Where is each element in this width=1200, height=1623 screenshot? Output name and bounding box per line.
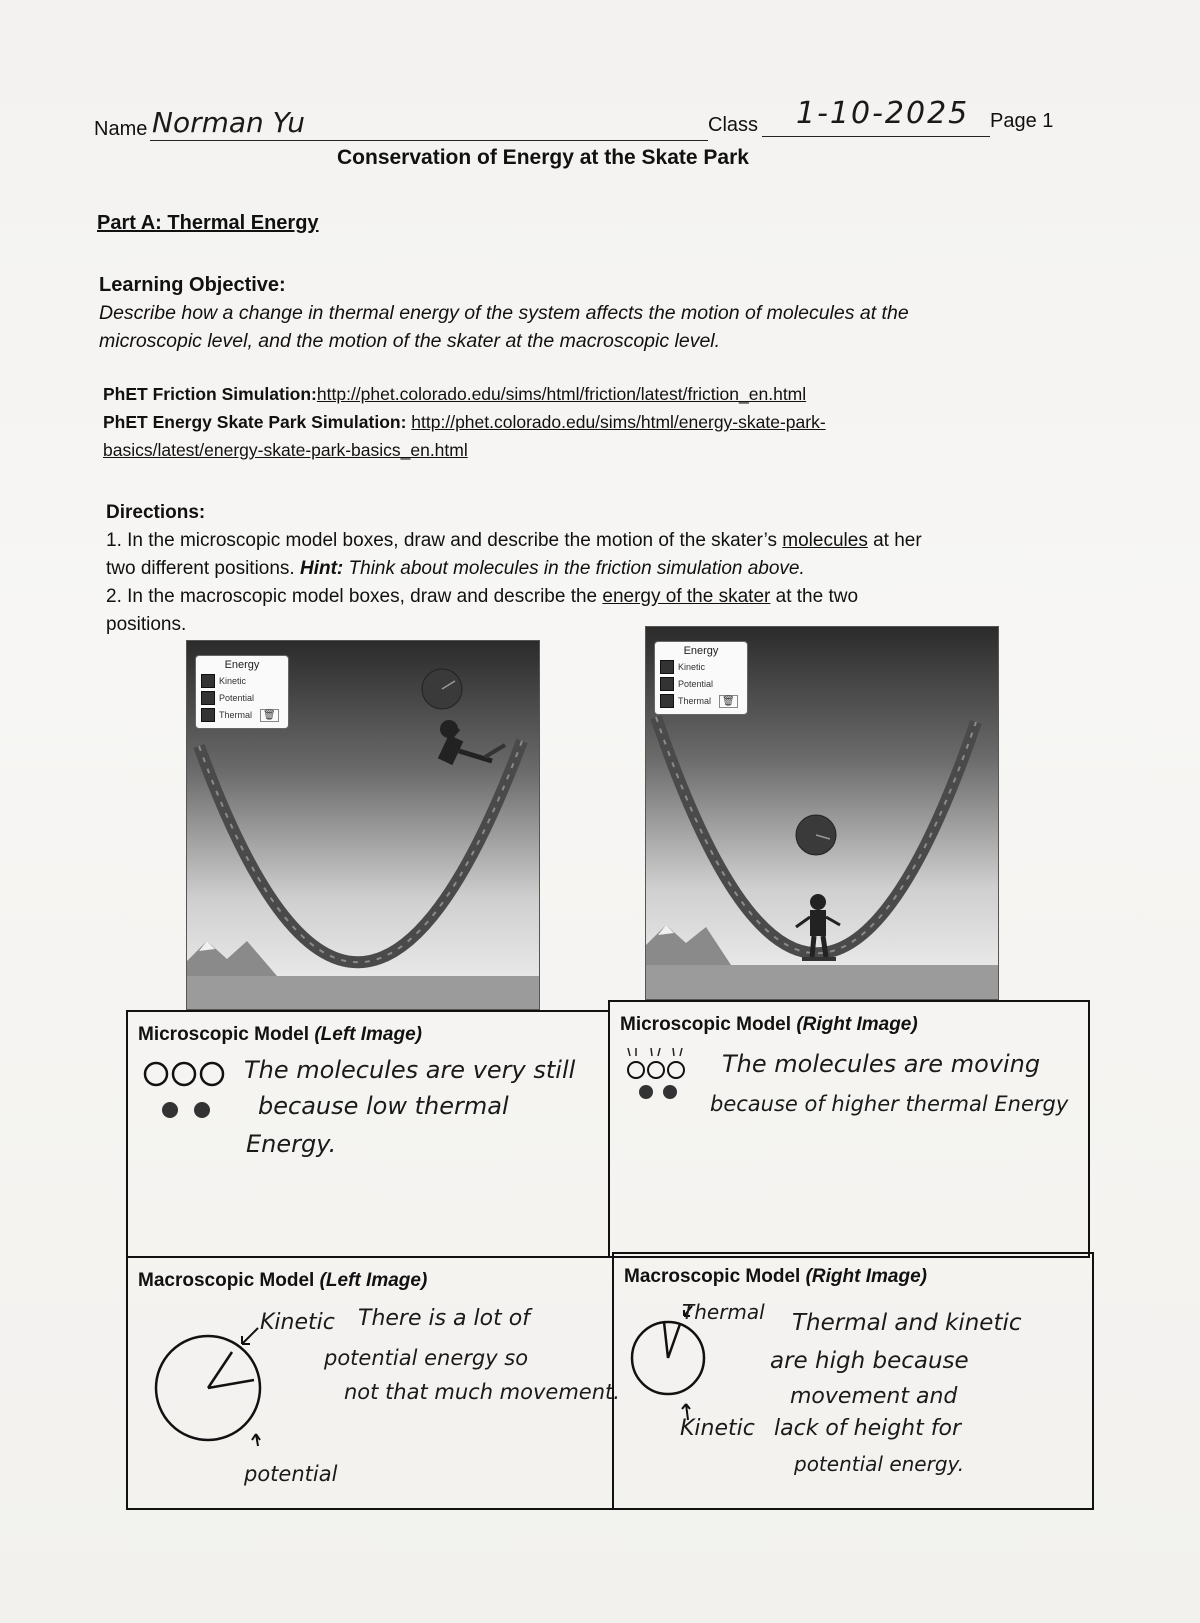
- macro-left-title-text: Macroscopic Model: [138, 1270, 315, 1291]
- macro-right-title-sub: (Right Image): [805, 1266, 927, 1287]
- micro-left-answer-3: Energy.: [246, 1130, 337, 1158]
- part-a-heading: Part A: Thermal Energy: [97, 212, 319, 234]
- directions-label: Directions:: [106, 502, 206, 523]
- class-line: [762, 136, 990, 137]
- direction-1-hint-label: Hint:: [299, 558, 344, 579]
- direction-2-line1: [106, 586, 858, 608]
- macro-left-title: [138, 1270, 427, 1292]
- micro-left-answer-1: The molecules are very still: [244, 1056, 576, 1084]
- direction-2-text-b: at the two: [775, 586, 859, 607]
- macro-right-kinetic-label: Kinetic: [680, 1416, 755, 1441]
- direction-2-underlined: energy of the skater: [602, 586, 771, 607]
- micro-right-answer-2: because of higher thermal Energy: [710, 1092, 1069, 1116]
- direction-1-text-c: two different positions.: [106, 558, 295, 579]
- micro-right-box: [608, 1000, 1090, 1258]
- micro-right-answer-1: The molecules are moving: [722, 1050, 1041, 1078]
- legend-kinetic: Kinetic: [678, 662, 706, 672]
- direction-1-line1: [106, 530, 922, 552]
- molecules-moving-drawing: [622, 1046, 702, 1116]
- macro-left-answer-1: There is a lot of: [358, 1306, 530, 1331]
- trash-icon: 🗑: [719, 695, 738, 708]
- skater-icon: [438, 720, 505, 765]
- macro-right-box: [612, 1252, 1094, 1510]
- micro-left-title-text: Microscopic Model: [138, 1024, 310, 1045]
- objective-text-1: Describe how a change in thermal energy of the system affects the motion of molecules at the: [99, 302, 909, 324]
- legend-title: Energy: [683, 645, 719, 657]
- page-title: Conservation of Energy at the Skate Park: [337, 146, 749, 169]
- legend-thermal: Thermal: [219, 710, 253, 720]
- friction-label: PhET Friction Simulation:: [103, 384, 317, 404]
- skate-track-right: [646, 627, 998, 999]
- direction-1-text-b: at her: [873, 530, 922, 551]
- skate-label: PhET Energy Skate Park Simulation:: [103, 412, 407, 432]
- macro-left-kinetic-label: Kinetic: [260, 1310, 335, 1335]
- class-label: Class: [708, 114, 759, 136]
- trash-icon: 🗑: [260, 709, 279, 722]
- friction-link-row: [103, 384, 806, 405]
- macro-right-answer-3: movement and: [790, 1384, 958, 1409]
- name-value: Norman Yu: [152, 106, 305, 139]
- objective-label: Learning Objective:: [99, 274, 286, 296]
- macro-left-potential-label: potential: [244, 1462, 338, 1486]
- skate-link-row: [103, 412, 826, 433]
- macro-right-answer-2: are high because: [770, 1348, 969, 1374]
- class-value: 1-10-2025: [796, 96, 970, 131]
- skate-link-part1[interactable]: http://phet.colorado.edu/sims/html/energy-skate-park-: [411, 412, 826, 432]
- page-label: Page 1: [990, 110, 1054, 132]
- macro-left-box: [126, 1256, 620, 1510]
- macro-left-answer-3: not that much movement.: [344, 1380, 620, 1404]
- macro-right-answer-1: Thermal and kinetic: [792, 1310, 1022, 1336]
- macro-right-title-text: Macroscopic Model: [624, 1266, 801, 1287]
- micro-left-box: [126, 1010, 610, 1258]
- micro-left-title: [138, 1024, 422, 1046]
- skate-link-part2[interactable]: basics/latest/energy-skate-park-basics_en.html: [103, 440, 468, 460]
- macro-left-answer-2: potential energy so: [324, 1346, 529, 1370]
- energy-pie-left-drawing: [146, 1318, 276, 1448]
- legend-potential: Potential: [678, 679, 714, 689]
- micro-left-title-sub: (Left Image): [314, 1024, 422, 1045]
- name-line: [150, 140, 708, 141]
- macro-right-title: [624, 1266, 927, 1288]
- macro-left-title-sub: (Left Image): [319, 1270, 428, 1291]
- legend-title: Energy: [224, 659, 260, 671]
- micro-right-title-sub: (Right Image): [796, 1014, 918, 1035]
- macro-right-thermal-label: Thermal: [682, 1300, 765, 1324]
- legend-thermal: Thermal: [678, 696, 712, 706]
- skate-sim-left: [186, 640, 540, 1010]
- friction-link[interactable]: http://phet.colorado.edu/sims/html/friction/latest/friction_en.html: [316, 384, 807, 404]
- objective-text-2: microscopic level, and the motion of the skater at the macroscopic level.: [99, 330, 721, 352]
- name-label: Name: [94, 118, 148, 140]
- micro-right-title-text: Microscopic Model: [620, 1014, 792, 1035]
- direction-1-hint-text: Think about molecules in the friction simulation above.: [348, 558, 805, 579]
- legend-kinetic: Kinetic: [219, 676, 247, 686]
- micro-left-answer-2: because low thermal: [258, 1092, 509, 1120]
- direction-1-number: 1.: [106, 530, 122, 551]
- macro-right-answer-4: lack of height for: [774, 1416, 961, 1441]
- micro-right-title: [620, 1014, 918, 1036]
- direction-2-line2: positions.: [106, 614, 187, 635]
- molecules-still-drawing: [140, 1058, 250, 1128]
- skate-sim-right: [645, 626, 999, 1000]
- direction-1-line2: [106, 558, 805, 580]
- macro-right-answer-5: potential energy.: [794, 1452, 965, 1476]
- direction-1-text-a: In the microscopic model boxes, draw and describe the motion of the skater’s: [127, 530, 777, 551]
- legend-potential: Potential: [219, 693, 255, 703]
- direction-2-text-a: In the macroscopic model boxes, draw and describe the: [127, 586, 598, 607]
- direction-2-number: 2.: [106, 586, 122, 607]
- direction-1-underlined: molecules: [782, 530, 868, 551]
- skate-track-left: [187, 641, 539, 1009]
